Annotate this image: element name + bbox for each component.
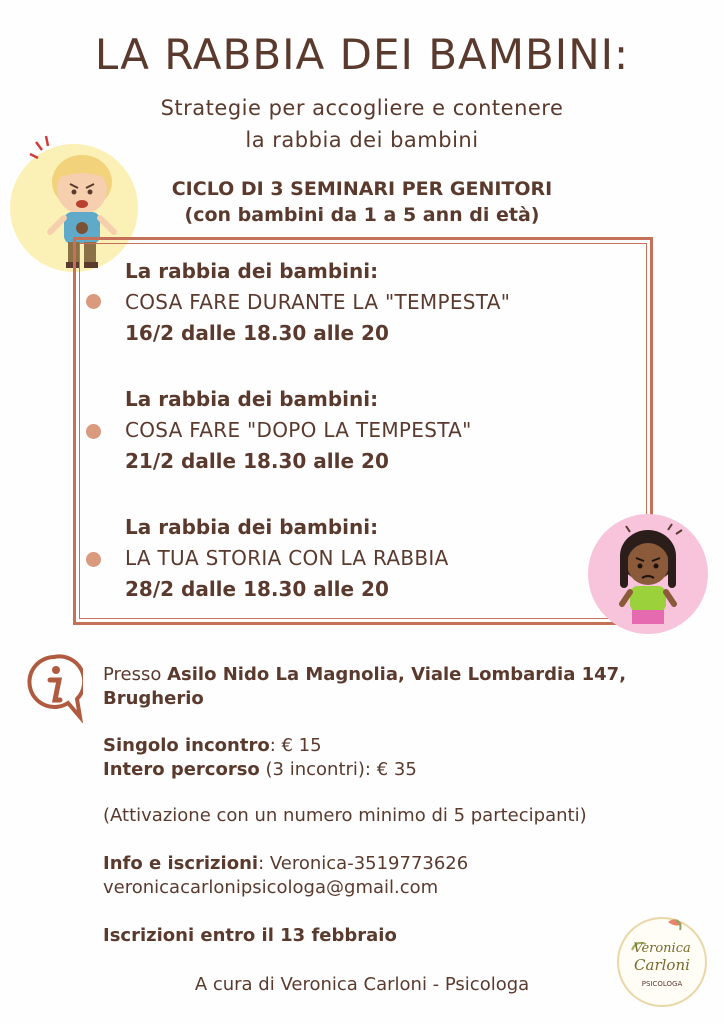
session-3 xyxy=(125,512,625,605)
angry-girl-illustration xyxy=(586,512,710,636)
session-heading: La rabbia dei bambini: xyxy=(125,387,379,411)
session-topic: COSA FARE "DOPO LA TEMPESTA" xyxy=(125,418,472,442)
logo xyxy=(612,910,712,1010)
subtitle-line-2: la rabbia dei bambini xyxy=(245,128,479,152)
bullet-dot xyxy=(86,294,101,309)
location-city: Brugherio xyxy=(103,688,204,709)
logo-line-2: Carloni xyxy=(634,956,690,974)
session-date: 28/2 dalle 18.30 alle 20 xyxy=(125,577,389,601)
session-topic: COSA FARE DURANTE LA "TEMPESTA" xyxy=(125,290,511,314)
location-venue: Asilo Nido La Magnolia, Viale Lombardia 147, xyxy=(167,664,627,685)
price-single-label: Singolo incontro xyxy=(103,735,270,756)
logo-line-1: Veronica xyxy=(633,941,691,956)
bullet-dot xyxy=(86,424,101,439)
session-2 xyxy=(125,384,625,477)
contact-email[interactable]: veronicacarlonipsicologa@gmail.com xyxy=(103,877,439,898)
cycle-line-2: (con bambini da 1 a 5 ann di età) xyxy=(184,204,540,226)
info-icon xyxy=(25,653,83,725)
page-title: LA RABBIA DEI BAMBINI: xyxy=(94,30,630,79)
session-date: 16/2 dalle 18.30 alle 20 xyxy=(125,321,389,345)
price-single-value: : € 15 xyxy=(269,735,322,756)
bullet-dot xyxy=(86,552,101,567)
price-single xyxy=(103,734,703,758)
session-heading: La rabbia dei bambini: xyxy=(125,259,379,283)
contact xyxy=(103,852,703,876)
session-1 xyxy=(125,256,625,349)
logo-line-3: PSICOLOGA xyxy=(641,980,683,988)
session-topic: LA TUA STORIA CON LA RABBIA xyxy=(125,546,449,570)
contact-value: : Veronica-3519773626 xyxy=(258,853,469,874)
cycle-line-1: CICLO DI 3 SEMINARI PER GENITORI xyxy=(171,178,553,200)
footer-credit: A cura di Veronica Carloni - Psicologa xyxy=(194,974,530,995)
session-date: 21/2 dalle 18.30 alle 20 xyxy=(125,449,389,473)
session-heading: La rabbia dei bambini: xyxy=(125,515,379,539)
location-prefix: Presso xyxy=(103,664,168,685)
price-full xyxy=(103,758,703,782)
cycle-heading xyxy=(0,176,724,228)
registration-deadline: Iscrizioni entro il 13 febbraio xyxy=(103,925,397,946)
subtitle-line-1: Strategie per accogliere e contenere xyxy=(160,96,564,120)
price-full-value: (3 incontri): € 35 xyxy=(259,759,417,780)
price-full-label: Intero percorso xyxy=(103,759,260,780)
contact-label: Info e iscrizioni xyxy=(103,853,259,874)
location xyxy=(103,663,703,711)
activation-note: (Attivazione con un numero minimo di 5 partecipanti) xyxy=(103,805,587,826)
